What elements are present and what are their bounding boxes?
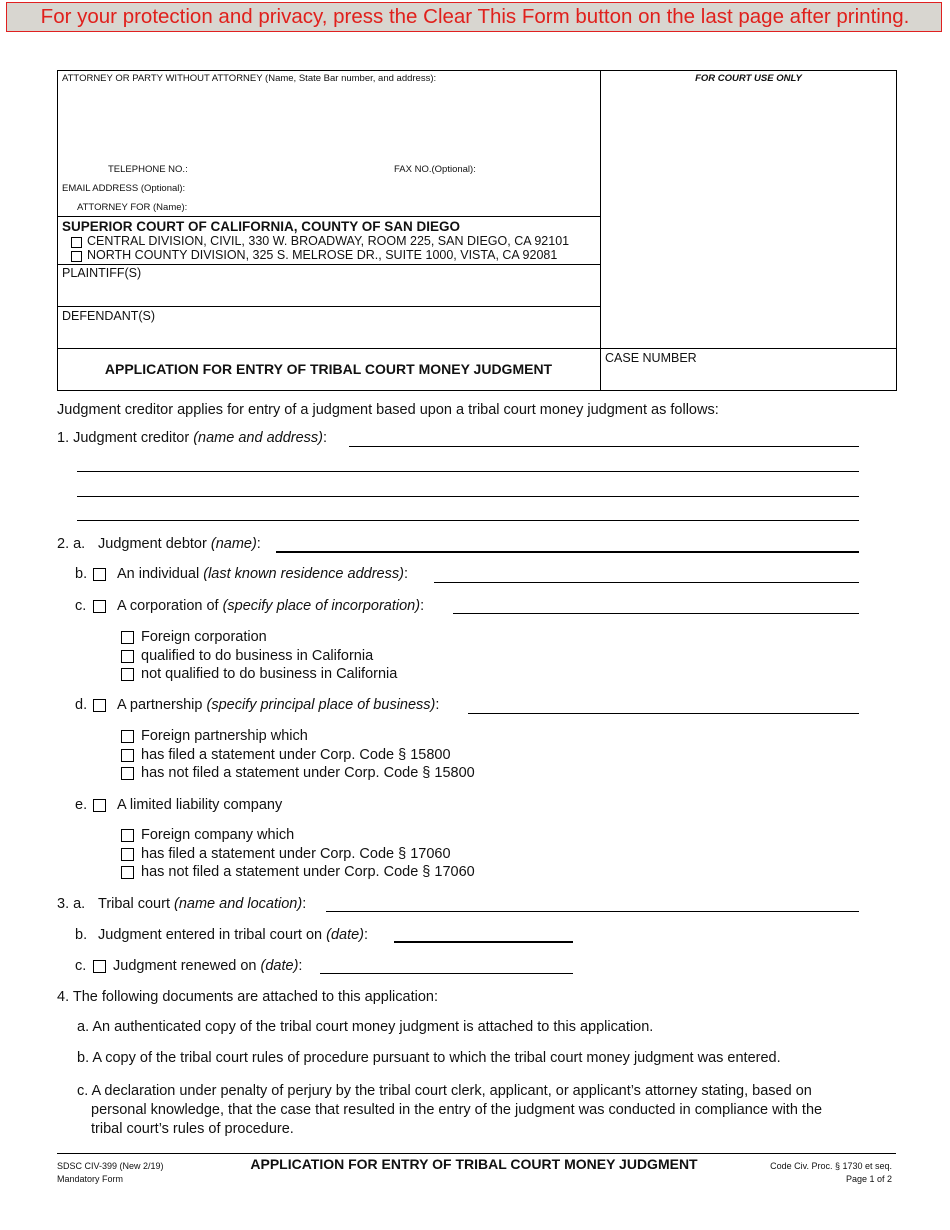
central-division-checkbox[interactable] [71,237,82,248]
form-id: SDSC CIV-399 (New 2/19) [57,1161,164,1171]
partnership-filed-label: has filed a statement under Corp. Code § 15800 [141,747,451,763]
defendant-label: DEFENDANT(S) [62,309,156,323]
item2e-label: A limited liability company [117,797,283,813]
partnership-not-filed-label: has not filed a statement under Corp. Code § 15800 [141,765,475,781]
plaintiff-divider [57,264,600,265]
case-number-label: CASE NUMBER [605,351,697,365]
mandatory-form: Mandatory Form [57,1174,124,1184]
item4c-line-2: personal knowledge, that the case that resulted in the entry of the judgment was conducted in compliance with the [91,1102,823,1118]
privacy-banner-text: For your protection and privacy, press the Clear This Form button on the last page after printing. [40,5,910,28]
foreign-corporation-checkbox[interactable] [121,631,134,644]
fax-label: FAX NO.(Optional): [394,164,476,175]
judgment-renewed-date-line[interactable] [320,973,573,974]
foreign-corporation-label: Foreign corporation [141,629,267,645]
judgment-creditor-line-3[interactable] [77,496,859,497]
caption-right-border [896,70,897,391]
individual-address-line[interactable] [434,582,859,583]
item2a-number: 2. a. [57,536,86,552]
judgment-entered-date-line[interactable] [394,941,573,943]
item3a-number: 3. a. [57,896,86,912]
corp-qualified-label: qualified to do business in California [141,648,374,664]
item3c-letter: c. [75,958,87,974]
partnership-not-filed-checkbox[interactable] [121,767,134,780]
item3a-label: Tribal court (name and location): [98,896,307,912]
item3b-label: Judgment entered in tribal court on (date): [98,927,369,943]
judgment-creditor-line-1[interactable] [349,446,859,447]
incorporation-place-line[interactable] [453,613,859,614]
caption-middle-border [600,70,601,391]
court-section-divider [57,216,600,217]
corporation-checkbox[interactable] [93,600,106,613]
central-division-label: CENTRAL DIVISION, CIVIL, 330 W. BROADWAY, ROOM 225, SAN DIEGO, CA 92101 [87,234,570,248]
code-citation: Code Civ. Proc. § 1730 et seq. [770,1161,892,1171]
court-use-label: FOR COURT USE ONLY [695,73,802,84]
caption-left-border [57,70,58,391]
email-label: EMAIL ADDRESS (Optional): [62,183,186,194]
foreign-partnership-checkbox[interactable] [121,730,134,743]
item2b-label: An individual (last known residence address): [117,566,408,582]
footer-rule [57,1153,896,1154]
page-number: Page 1 of 2 [845,1174,892,1184]
caption-top-border [57,70,897,71]
defendant-divider [57,306,600,307]
foreign-company-checkbox[interactable] [121,829,134,842]
item4c-line-1: c. A declaration under penalty of perjury by the tribal court clerk, applicant, or applicant’s attorney stating, based on [77,1083,812,1099]
corp-not-qualified-checkbox[interactable] [121,668,134,681]
individual-checkbox[interactable] [93,568,106,581]
plaintiff-label: PLAINTIFF(S) [62,266,142,280]
tribal-court-line[interactable] [326,911,859,912]
item2c-letter: c. [75,598,87,614]
judgment-creditor-line-4[interactable] [77,520,859,521]
llc-checkbox[interactable] [93,799,106,812]
partnership-business-line[interactable] [468,713,859,714]
court-name: SUPERIOR COURT OF CALIFORNIA, COUNTY OF SAN DIEGO [62,219,461,234]
judgment-debtor-line[interactable] [276,551,859,553]
judgment-creditor-line-2[interactable] [77,471,859,472]
llc-not-filed-label: has not filed a statement under Corp. Code § 17060 [141,864,475,880]
attorney-label: ATTORNEY OR PARTY WITHOUT ATTORNEY (Name, State Bar number, and address): [62,73,437,84]
caption-bottom-border [57,390,897,391]
llc-filed-label: has filed a statement under Corp. Code § 17060 [141,846,451,862]
item4c-paragraph [77,1082,894,1139]
item4-text: 4. The following documents are attached to this application: [57,989,438,1005]
item2a-label: Judgment debtor (name): [98,536,261,552]
llc-not-filed-checkbox[interactable] [121,866,134,879]
item4c-line-3: tribal court’s rules of procedure. [91,1121,294,1137]
title-divider [57,348,897,349]
partnership-checkbox[interactable] [93,699,106,712]
item4a-text: a. An authenticated copy of the tribal court money judgment is attached to this application. [77,1019,654,1035]
telephone-label: TELEPHONE NO.: [108,164,188,175]
form-title: APPLICATION FOR ENTRY OF TRIBAL COURT MONEY JUDGMENT [104,361,553,377]
privacy-banner [6,2,942,32]
north-division-label: NORTH COUNTY DIVISION, 325 S. MELROSE DR., SUITE 1000, VISTA, CA 92081 [87,248,558,262]
north-division-checkbox[interactable] [71,251,82,262]
item3c-label: Judgment renewed on (date): [113,958,303,974]
foreign-partnership-label: Foreign partnership which [141,728,308,744]
item2d-label: A partnership (specify principal place of business): [117,697,440,713]
foreign-company-label: Foreign company which [141,827,295,843]
footer-title: APPLICATION FOR ENTRY OF TRIBAL COURT MONEY JUDGMENT [250,1156,698,1172]
intro-text: Judgment creditor applies for entry of a judgment based upon a tribal court money judgment as follows: [57,402,719,418]
item2c-label: A corporation of (specify place of incorporation): [117,598,425,614]
attorney-for-label: ATTORNEY FOR (Name): [77,202,188,213]
judgment-renewed-checkbox[interactable] [93,960,106,973]
item3b-letter: b. [75,927,88,943]
corp-qualified-checkbox[interactable] [121,650,134,663]
llc-filed-checkbox[interactable] [121,848,134,861]
item2d-letter: d. [75,697,88,713]
item4b-text: b. A copy of the tribal court rules of procedure pursuant to which the tribal court money judgment was entered. [77,1050,781,1066]
partnership-filed-checkbox[interactable] [121,749,134,762]
item1-label: 1. Judgment creditor (name and address): [57,430,328,446]
item2b-letter: b. [75,566,88,582]
item2e-letter: e. [75,797,88,813]
corp-not-qualified-label: not qualified to do business in California [141,666,398,682]
